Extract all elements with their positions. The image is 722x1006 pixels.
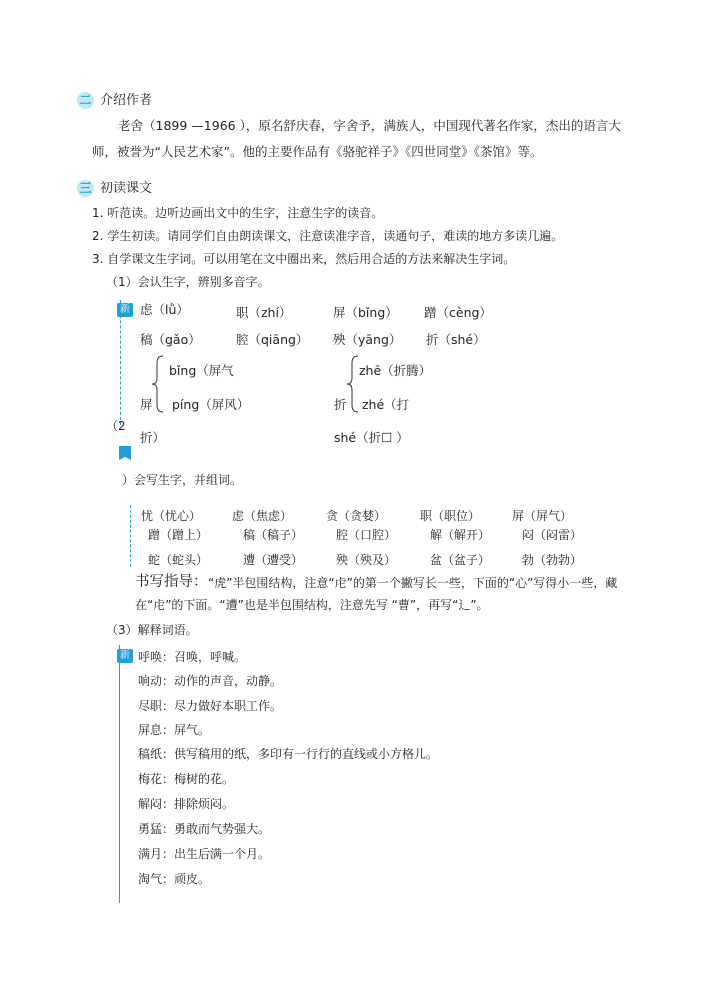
poly-reading: shé（折☐ ） (334, 430, 409, 445)
char-word: 盆（盆子） (430, 553, 491, 567)
char-word: 蛇（蛇头） (148, 553, 209, 567)
paragraph-line: 老舍（1899 —1966 ），原名舒庆春，字舍予，满族人，中国现代著名作家，杰出的语言大 (118, 118, 621, 133)
step-item: 1. 听范读。边听边画出文中的生字，注意生字的读音。 (92, 206, 384, 220)
term-item: 尽职：尽力做好本职工作。 (138, 699, 283, 713)
term-item: 梅花：梅树的花。 (138, 772, 235, 786)
new-tag-icon: 新 (117, 649, 133, 663)
brace-icon (151, 355, 165, 413)
char-pinyin: 腔（qiāng） (236, 332, 309, 347)
char-word: 屏（屏气） (512, 509, 573, 523)
poly-reading: zhé（打 (362, 397, 410, 412)
section-number: 二 (79, 93, 92, 107)
decorative-bar (119, 645, 120, 903)
new-tag-icon: 新 (117, 303, 133, 317)
char-word: 稿（稿子） (243, 528, 304, 542)
term-item: 勇猛：勇敢而气势强大。 (138, 822, 271, 836)
sub-heading: （3）解释词语。 (106, 623, 198, 637)
paragraph-line: 师，被誉为“人民艺术家”。他的主要作品有《骆驼祥子》《四世同堂》《茶馆》等。 (92, 144, 543, 159)
char-pinyin: 虑（lǜ） (140, 302, 189, 317)
term-item: 淘气：顽皮。 (138, 872, 211, 886)
char-word: 勃（勃勃） (522, 553, 583, 567)
char-pinyin: 屏（bǐng） (333, 305, 398, 320)
char-pinyin: 职（zhí） (236, 305, 292, 320)
brace-icon (346, 355, 360, 413)
decorative-bar (130, 505, 131, 567)
section-number-badge (77, 180, 94, 197)
poly-reading: bǐng（屏气 (169, 363, 234, 378)
char-pinyin: 折（shé） (426, 332, 486, 347)
sub-heading-prefix: （2 (106, 419, 126, 433)
char-pinyin: 蹭（cèng） (424, 305, 492, 320)
sub-heading: ）会写生字，并组词。 (122, 473, 243, 487)
guide-text: “虎”半包围结构，注意“虍”的第一个撇写长一些，下面的“心”写得小一些，藏 (208, 576, 618, 590)
term-item: 呼唤：召唤，呼喊。 (138, 650, 247, 664)
char-word: 殃（殃及） (336, 553, 397, 567)
section-number: 三 (79, 181, 92, 195)
term-item: 解闷：排除烦闷。 (138, 797, 235, 811)
char-word: 闷（闷雷） (522, 528, 583, 542)
poly-continuation: 折） (140, 430, 166, 445)
bookmark-icon (119, 446, 131, 460)
poly-char: 折 (334, 397, 347, 412)
term-item: 稿纸：供写稿用的纸，多印有一行行的直线或小方格儿。 (138, 747, 439, 761)
term-item: 响动：动作的声音，动静。 (138, 674, 283, 688)
char-word: 职（职位） (420, 509, 481, 523)
char-word: 蹭（蹭上） (148, 528, 209, 542)
term-item: 满月：出生后满一个月。 (138, 847, 271, 861)
poly-reading: píng（屏风） (172, 397, 250, 412)
poly-char: 屏 (140, 397, 153, 412)
section-title: 介绍作者 (100, 93, 153, 108)
char-word: 虑（焦虑） (232, 509, 293, 523)
char-word: 解（解开） (430, 528, 491, 542)
section-number-badge (77, 92, 94, 109)
sub-heading: （1）会认生字，辨别多音字。 (106, 275, 270, 289)
decorative-bar (120, 300, 121, 425)
guide-label: 书写指导： (135, 574, 208, 590)
char-word: 忧（忧心） (141, 509, 202, 523)
term-item: 屏息：屏气。 (138, 723, 211, 737)
char-word: 贪（贪婪） (326, 509, 387, 523)
char-word: 遭（遭受） (243, 553, 304, 567)
char-word: 腔（口腔） (336, 528, 397, 542)
char-pinyin: 稿（gǎo） (140, 332, 201, 347)
step-item: 2. 学生初读。请同学们自由朗读课文，注意读准字音，读通句子，难读的地方多读几遍。 (92, 229, 564, 243)
step-item: 3. 自学课文生字词。可以用笔在文中圈出来，然后用合适的方法来解决生字词。 (92, 252, 516, 266)
poly-reading: zhē（折腾） (359, 363, 432, 378)
section-title: 初读课文 (100, 181, 153, 196)
char-pinyin: 殃（yāng） (333, 332, 402, 347)
guide-text: 在“虍”的下面。“遭”也是半包围结构，注意先写 “曹”，再写“辶”。 (135, 598, 489, 612)
